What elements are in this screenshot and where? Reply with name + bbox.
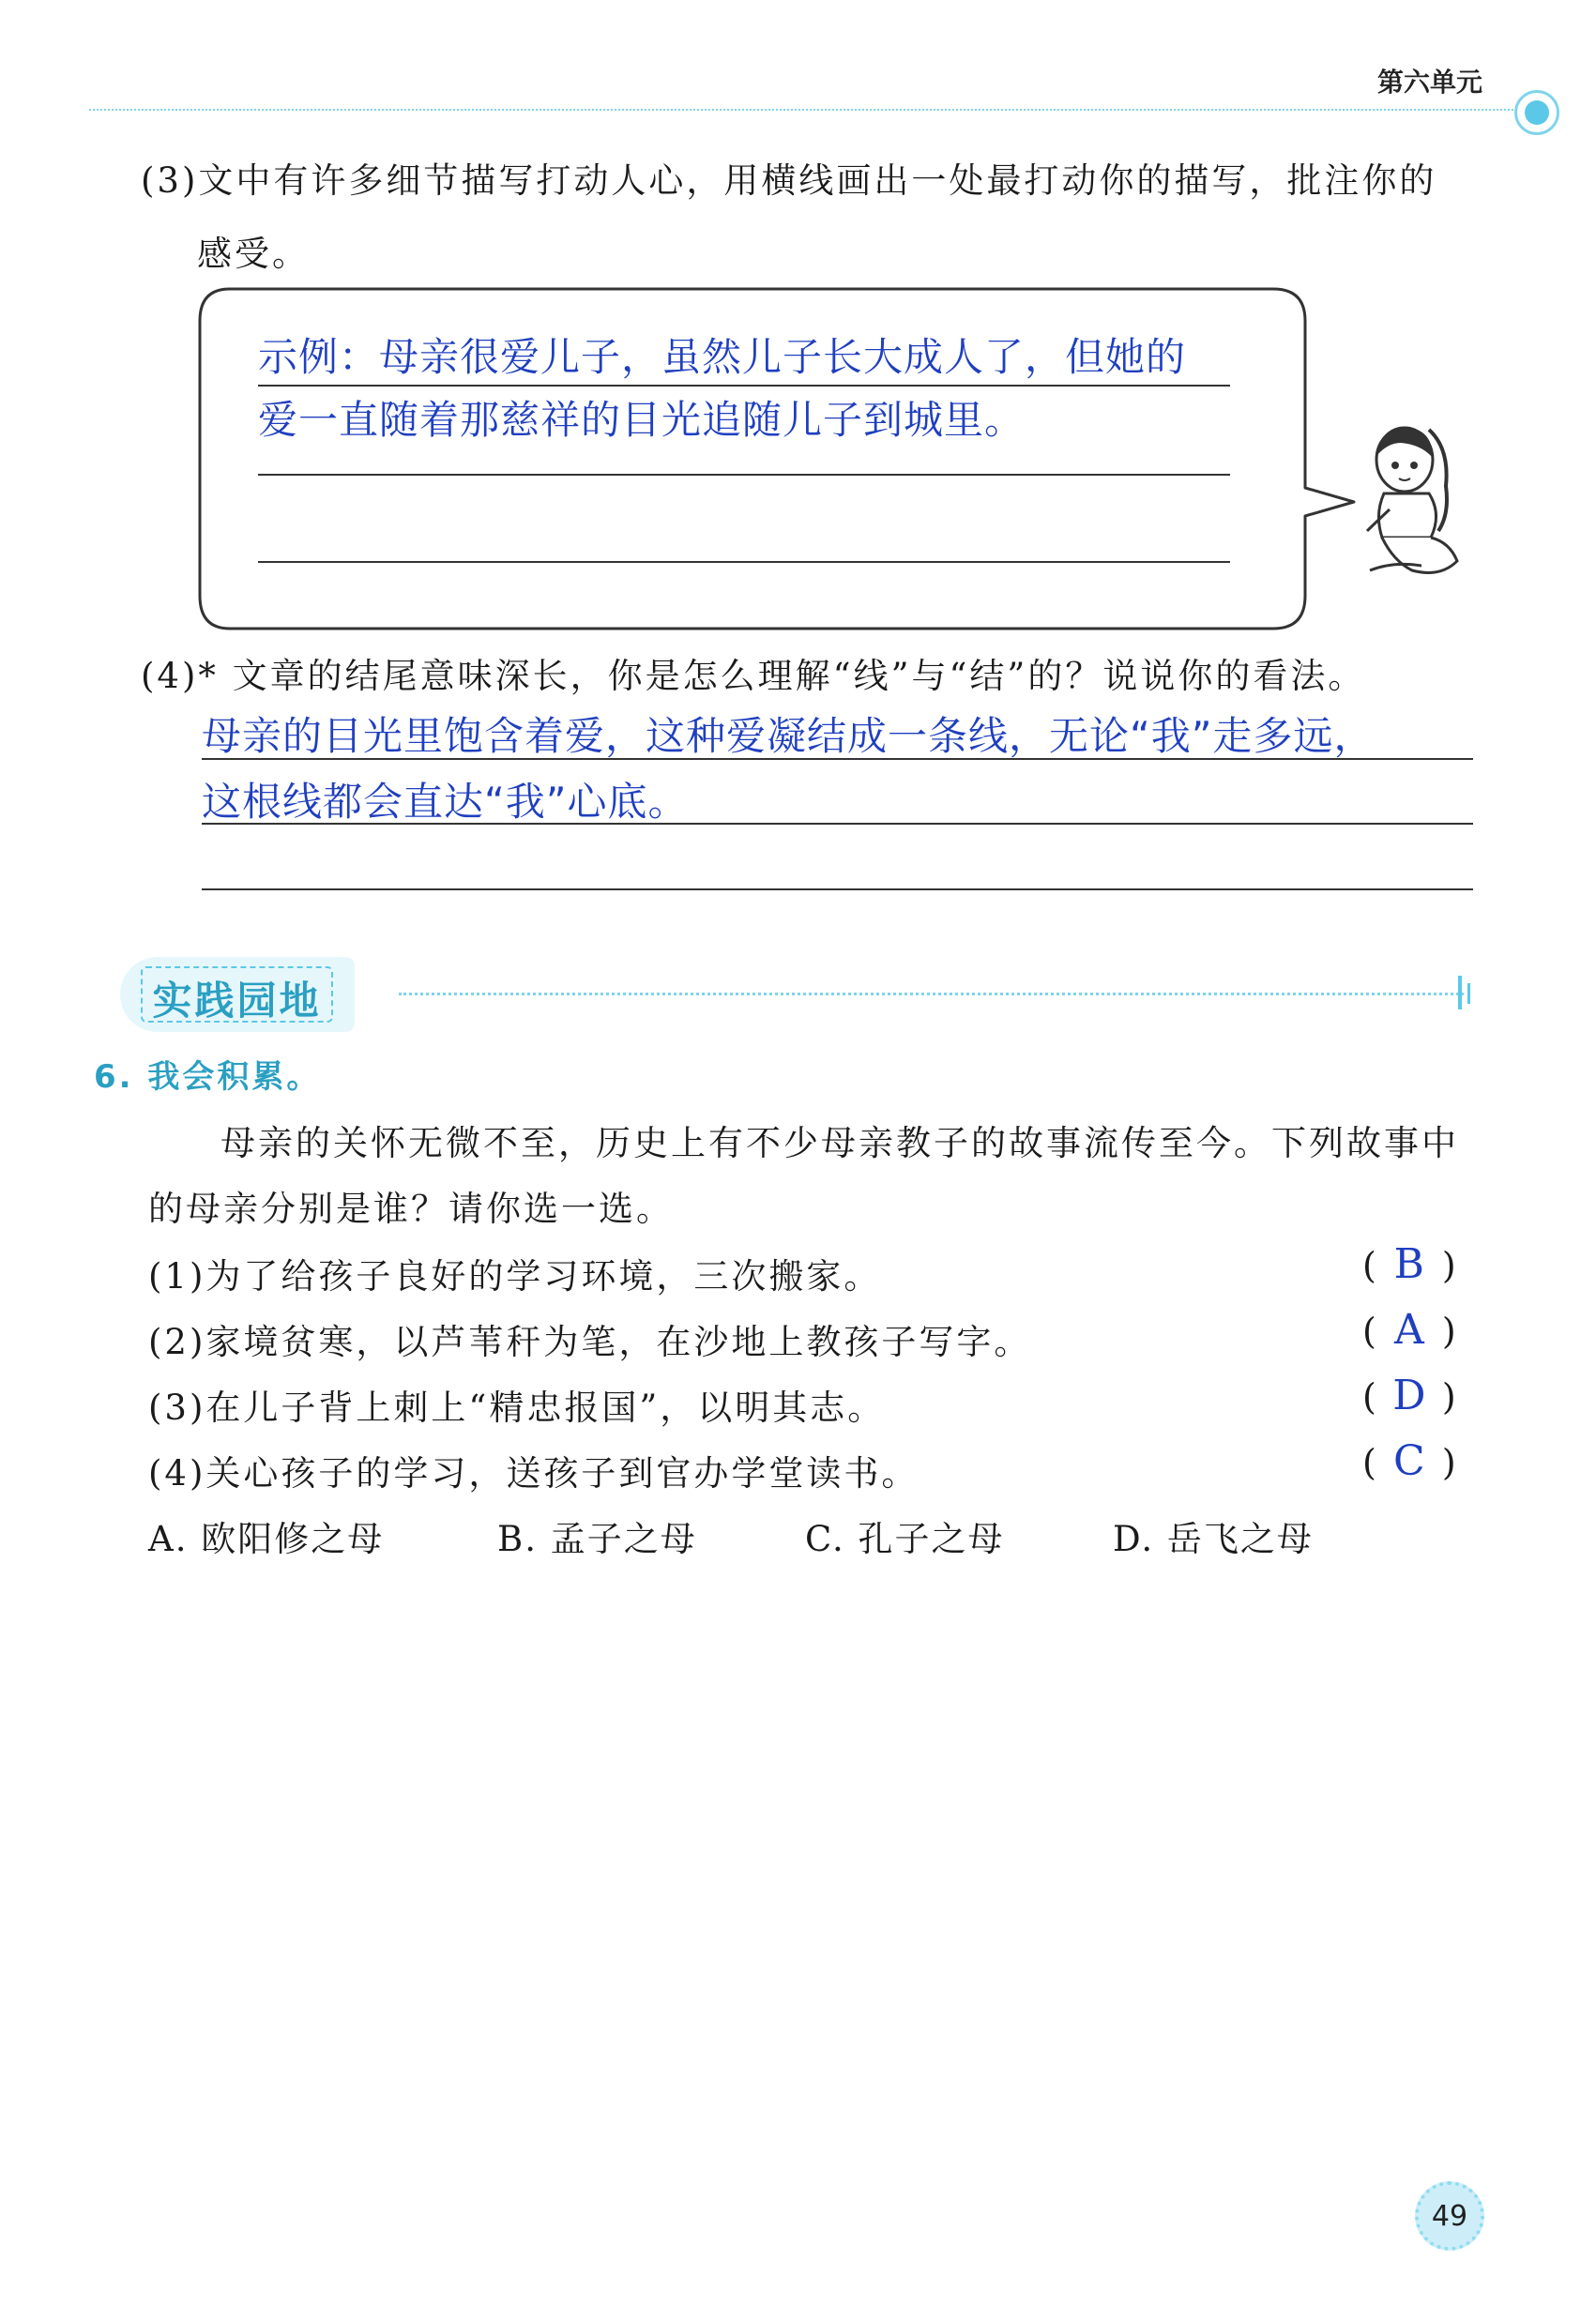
q6-answer-slot-2: ( A ): [1362, 1306, 1456, 1354]
page-number-badge: [1415, 2181, 1484, 2251]
q3-write-line-3: [258, 561, 1230, 563]
q4-answer-line2: 这根线都会直达“我”心底。: [202, 779, 689, 825]
q6-item-4: (4)关心孩子的学习，送孩子到官办学堂读书。: [148, 1453, 920, 1494]
q3-answer-line1: 示例：母亲很爱儿子，虽然儿子长大成人了，但她的: [258, 334, 1187, 380]
section-end-mark: [1458, 976, 1462, 1009]
q6-option-b: B. 孟子之母: [497, 1519, 697, 1559]
q4-answer-line1: 母亲的目光里饱含着爱，这种爱凝结成一条线，无论“我”走多远，: [202, 713, 1375, 759]
q6-answer-2: A: [1393, 1306, 1424, 1354]
header-circle-icon: [1514, 90, 1559, 135]
q3-answer-line2: 爱一直随着那慈祥的目光追随儿子到城里。: [258, 397, 1026, 443]
section-title: 实践园地: [152, 978, 322, 1024]
header-dotted-rule: [89, 109, 1525, 111]
section-dotted-rule: [399, 993, 1464, 995]
q6-intro-line1: 母亲的关怀无微不至，历史上有不少母亲教子的故事流传至今。下列故事中: [220, 1123, 1459, 1163]
q6-answer-1: B: [1393, 1240, 1424, 1288]
unit-label: 第六单元: [1377, 67, 1483, 98]
q6-item-1: (1)为了给孩子良好的学习环境，三次搬家。: [148, 1256, 882, 1297]
q3-text-line2: 感受。: [197, 234, 310, 274]
q6-answer-3: D: [1392, 1372, 1426, 1419]
q4-write-line-2: [202, 823, 1473, 825]
q4-write-line-3: [202, 888, 1473, 890]
q4-write-line-1: [202, 758, 1473, 760]
q6-option-c: C. 孔子之母: [805, 1519, 1005, 1559]
q6-item-3: (3)在儿子背上刺上“精忠报国”，以明其志。: [148, 1388, 886, 1428]
section-title-box: [120, 957, 355, 1032]
q6-item-2: (2)家境贫寒，以芦苇秆为笔，在沙地上教孩子写字。: [148, 1322, 1032, 1362]
q4-text: (4)* 文章的结尾意味深长，你是怎么理解“线”与“结”的？说说你的看法。: [141, 656, 1366, 696]
section-end-mark-2: [1467, 983, 1470, 1004]
q6-intro-line2: 的母亲分别是谁？请你选一选。: [148, 1189, 674, 1229]
girl-illustration: [1356, 420, 1468, 584]
q3-write-line-1: [258, 385, 1230, 387]
q6-answer-slot-3: ( D ): [1362, 1372, 1456, 1419]
q6-heading: 6. 我会积累。: [94, 1058, 322, 1096]
q6-answer-slot-1: ( B ): [1362, 1240, 1456, 1288]
q6-option-a: A. 欧阳修之母: [148, 1519, 385, 1559]
q6-option-d: D. 岳飞之母: [1113, 1519, 1314, 1559]
page-number: 49: [1431, 2200, 1468, 2233]
q3-text-line1: (3)文中有许多细节描写打动人心，用横线画出一处最打动你的描写，批注你的: [141, 160, 1437, 201]
q6-answer-4: C: [1392, 1437, 1425, 1485]
q3-write-line-2: [258, 474, 1230, 476]
q6-answer-slot-4: ( C ): [1362, 1437, 1456, 1485]
